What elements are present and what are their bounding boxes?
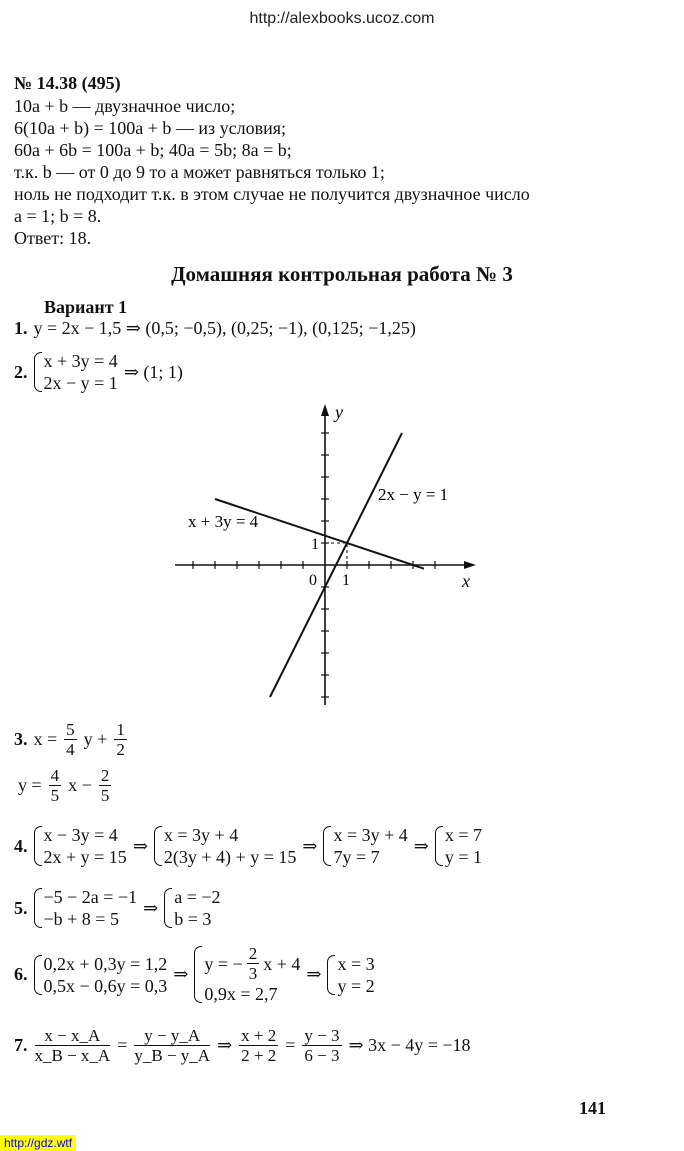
page-number: 141 [579,1098,606,1118]
item-2-eq1: x + 3y = 4 [43,351,118,371]
item-3-y-lhs: y = [18,775,42,795]
series-label-2: 2x − y = 1 [378,485,449,504]
problem-number: № 14.38 (495) [14,73,121,93]
item-7-result: ⇒ 3x − 4y = −18 [348,1035,471,1055]
item-6-s3-eq2: y = 2 [337,975,375,996]
item-2 [14,350,183,394]
item-6-s1-eq2: 0,5x − 0,6y = 0,3 [43,975,168,996]
item-6-s2-frac [247,944,260,983]
item-6-s2-frac-num: 2 [248,944,258,963]
item-5-s1-eq1: −5 − 2a = −1 [43,887,138,907]
item-3-y-frac-a [49,766,62,805]
item-3-y-frac-b-den: 5 [100,786,110,805]
item-4-arrow-2: ⇒ [302,835,318,856]
item-3-y [18,766,112,805]
item-3-x-frac-a-num: 5 [66,720,75,739]
site-link[interactable]: http://gdz.wtf [0,1135,76,1151]
problem-line-5: ноль не подходит т.к. в этом случае не получится двузначное число [14,184,530,204]
item-2-eq2: 2x − y = 1 [43,373,118,393]
item-4-s3-eq1: x = 3y + 4 [333,825,408,845]
item-1-label: 1. [14,318,28,338]
item-3-label: 3. [14,729,28,749]
item-3-y-frac-b-num: 2 [100,766,110,785]
item-5-system-2 [164,886,220,930]
problem-line-1: 10a + b — двузначное число; [14,96,236,116]
item-4-s1-eq1: x − 3y = 4 [43,825,118,845]
item-3-x-frac-b-den: 2 [116,740,125,759]
item-3-x [14,720,128,759]
item-4-arrow-3: ⇒ [413,835,429,856]
item-7 [14,1026,471,1065]
item-3-y-frac-a-num: 4 [50,766,60,785]
item-7-frac-2-den: y_B − y_A [134,1046,211,1065]
item-5-s1-eq2: −b + 8 = 5 [43,909,119,929]
item-7-frac-4-num: y − 3 [304,1026,340,1045]
item-6-system-3 [327,953,374,997]
item-4-s4-eq2: y = 1 [444,847,483,867]
section-title: Домашняя контрольная работа № 3 [171,262,513,286]
y-tick-label: 1 [311,536,319,553]
item-7-label: 7. [14,1035,28,1055]
item-7-frac-3-num: x + 2 [241,1026,277,1045]
item-4-s2-eq2: 2(3y + 4) + y = 15 [163,847,297,867]
item-7-equals: = [117,1035,128,1055]
item-2-system [34,350,118,394]
item-3-x-lhs: x = [33,729,58,749]
item-6-label: 6. [14,964,28,984]
item-6-s3-eq1: x = 3 [337,953,375,974]
item-5-label: 5. [14,897,28,918]
item-2-result: ⇒ (1; 1) [123,361,183,382]
item-5-system-1 [34,886,138,930]
item-6-s2-eq1 [204,944,300,983]
item-4-label: 4. [14,835,28,856]
variant-label: Вариант 1 [44,297,128,317]
item-6-system-1 [34,953,168,997]
item-3-y-mid: x − [68,775,92,795]
item-4 [14,824,482,868]
item-7-equals-2: = [285,1035,296,1055]
x-axis-arrow [464,561,476,569]
header-url: http://alexbooks.ucoz.com [249,10,435,27]
item-6-arrow-1: ⇒ [173,964,189,984]
item-5-s2-eq2: b = 3 [174,909,212,929]
item-3-y-frac-a-den: 5 [50,786,60,805]
item-7-frac-3 [239,1026,278,1065]
origin-label: 0 [309,572,317,589]
item-7-frac-1 [35,1026,111,1065]
item-6-s2-lhs: y = − [204,953,243,974]
item-3-x-frac-b [114,720,127,759]
y-axis-arrow [321,404,329,416]
item-4-system-2 [154,824,296,868]
x-tick-label: 1 [342,572,350,589]
item-4-system-1 [34,824,127,868]
item-6-system-2 [194,944,300,1005]
item-4-s2-eq1: x = 3y + 4 [163,825,239,845]
item-7-frac-1-den: x_B − x_A [34,1046,111,1065]
problem-line-4: т.к. b — от 0 до 9 то a может равняться только 1; [14,162,385,182]
item-1-text: y = 2x − 1,5 ⇒ (0,5; −0,5), (0,25; −1), (0,125; −1,25) [33,318,416,338]
item-4-arrow-1: ⇒ [132,835,148,856]
item-4-system-4 [435,824,482,868]
problem-line-2: 6(10a + b) = 100a + b — из условия; [14,118,287,138]
item-6-s2-rhs: x + 4 [263,953,301,974]
item-7-frac-1-num: x − x_A [35,1026,111,1046]
item-6-s2-eq2: 0,9x = 2,7 [204,984,278,1004]
problem-line-6: a = 1; b = 8. [14,206,102,226]
item-4-system-3 [323,824,407,868]
item-6 [14,944,375,1005]
graph-figure [170,400,480,710]
item-7-frac-2-num: y − y_A [134,1026,210,1046]
item-6-arrow-2: ⇒ [306,964,322,984]
item-4-s4-eq1: x = 7 [444,825,483,845]
series-line-1 [215,499,424,569]
item-4-s1-eq2: 2x + y = 15 [43,847,127,867]
item-6-s2-frac-den: 3 [248,964,258,983]
item-7-frac-4 [302,1026,341,1065]
item-1 [14,318,416,339]
problem-line-3: 60a + 6b = 100a + b; 40a = 5b; 8a = b; [14,140,292,160]
item-5-s2-eq1: a = −2 [174,887,221,907]
y-axis-label: y [335,402,343,422]
item-5-arrow: ⇒ [143,897,159,918]
x-axis-label: x [462,571,470,591]
item-3-x-frac-a [64,720,77,759]
item-3-x-frac-a-den: 4 [66,740,75,759]
item-7-frac-4-den: 6 − 3 [304,1046,340,1065]
item-2-label: 2. [14,361,28,382]
item-7-frac-3-den: 2 + 2 [241,1046,277,1065]
item-7-arrow: ⇒ [217,1035,233,1055]
item-5 [14,886,221,930]
item-3-y-frac-b [99,766,112,805]
item-4-s3-eq2: 7y = 7 [333,847,380,867]
item-6-s1-eq1: 0,2x + 0,3y = 1,2 [43,953,168,974]
problem-answer: Ответ: 18. [14,228,92,248]
item-3-x-frac-b-num: 1 [116,720,125,739]
series-label-1: x + 3y = 4 [188,512,259,531]
item-7-frac-2 [134,1026,210,1065]
item-3-x-mid: y + [83,729,108,749]
